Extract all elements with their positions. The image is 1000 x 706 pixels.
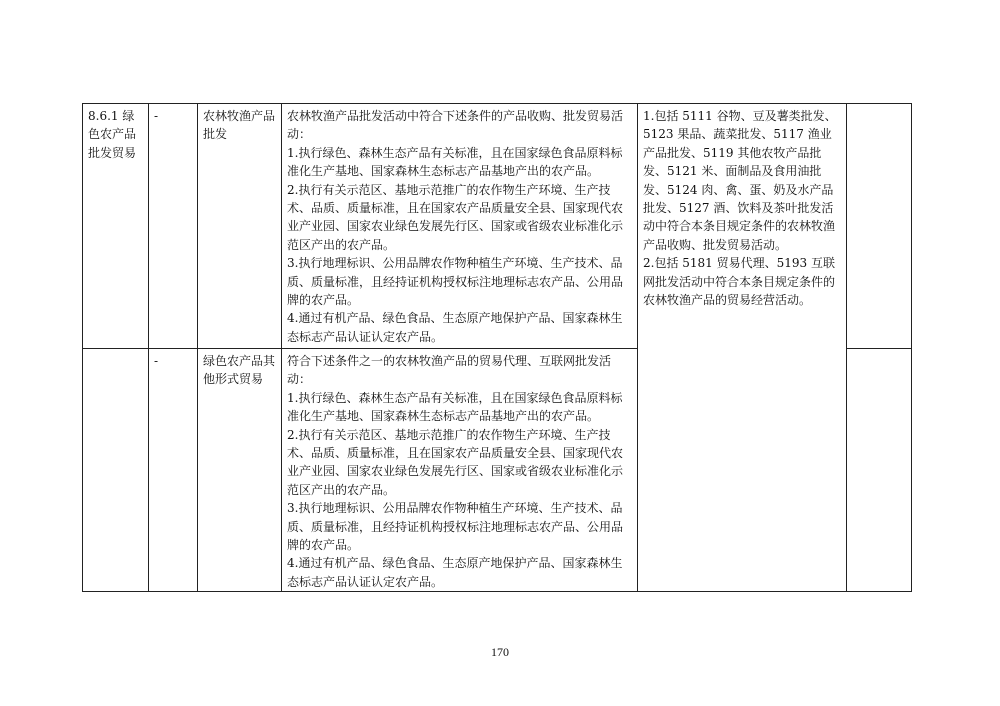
description-item: 4.通过有机产品、绿色食品、生态原产地保护产品、国家森林生态标志产品认证认定农产品。 [287, 311, 623, 344]
extra-cell [847, 349, 912, 592]
note-item: 1.包括 5111 谷物、豆及薯类批发、5123 果品、蔬菜批发、5117 渔业产品批发、5119 其他农牧产品批发、5121 米、面制品及食用油批发、5124 肉、禽、蛋、奶及水产品批发、5127 酒、饮料及茶叶批发活动中符合本条目规定条件的农林牧渔产品收购、批发贸易活动。 [643, 109, 837, 252]
item-name-cell: 绿色农产品其他形式贸易 [198, 349, 282, 592]
description-item: 3.执行地理标识、公用品牌农作物种植生产环境、生产技术、品质、质量标准，且经持证机构授权标注地理标志农产品、公用品牌的农产品。 [287, 501, 624, 553]
classification-table [82, 103, 912, 592]
table-row [83, 104, 912, 349]
notes-cell [638, 104, 847, 592]
description-intro: 符合下述条件之一的农林牧渔产品的贸易代理、互联网批发活动： [287, 354, 612, 387]
description-item: 2.执行有关示范区、基地示范推广的农作物生产环境、生产技术、品质、质量标准，且在国家农产品质量安全县、国家现代农业产业园、国家农业绿色发展先行区、国家或省级农业标准化示范区产出的农产品。 [287, 182, 624, 252]
description-item: 1.执行绿色、森林生态产品有关标准，且在国家绿色食品原料标准化生产基地、国家森林生态标志产品基地产出的农产品。 [287, 390, 623, 424]
description-item: 2.执行有关示范区、基地示范推广的农作物生产环境、生产技术、品质、质量标准，且在国家农产品质量安全县、国家现代农业产业园、国家农业绿色发展先行区、国家或省级农业标准化示范区产出的农产品。 [287, 427, 624, 497]
subcode-cell: - [149, 349, 198, 592]
subcode-cell: - [149, 104, 198, 349]
category-code-cell [83, 349, 149, 592]
description-item: 3.执行地理标识、公用品牌农作物种植生产环境、生产技术、品质、质量标准，且经持证机构授权标注地理标志农产品、公用品牌的农产品。 [287, 256, 624, 308]
description-cell [282, 349, 638, 592]
description-intro: 农林牧渔产品批发活动中符合下述条件的产品收购、批发贸易活动： [287, 109, 624, 142]
description-item: 4.通过有机产品、绿色食品、生态原产地保护产品、国家森林生态标志产品认证认定农产品。 [287, 556, 623, 589]
item-name-cell: 农林牧渔产品批发 [198, 104, 282, 349]
description-cell [282, 104, 638, 349]
category-code-cell: 8.6.1 绿色农产品批发贸易 [83, 104, 149, 349]
note-item: 2.包括 5181 贸易代理、5193 互联网批发活动中符合本条目规定条件的农林牧渔产品的贸易经营活动。 [643, 256, 836, 308]
page-number: 170 [491, 645, 509, 659]
extra-cell [847, 104, 912, 349]
description-item: 1.执行绿色、森林生态产品有关标准，且在国家绿色食品原料标准化生产基地、国家森林生态标志产品基地产出的农产品。 [287, 145, 623, 179]
